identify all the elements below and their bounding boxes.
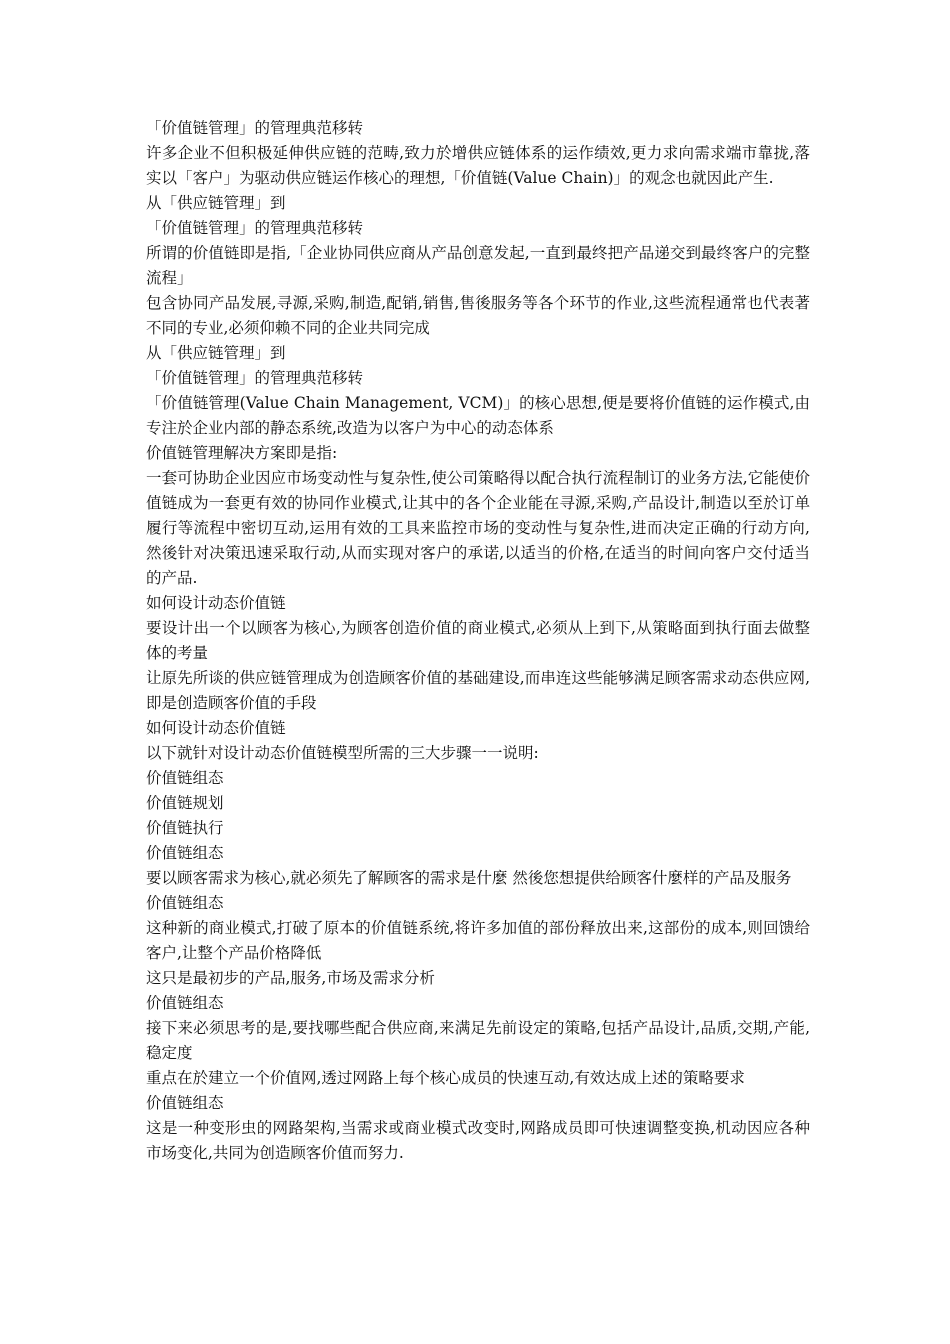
paragraph: 重点在於建立一个价值网,透过网路上每个核心成员的快速互动,有效达成上述的策略要求 (146, 1069, 745, 1087)
section-heading: 价值链组态 (146, 1094, 224, 1112)
paragraph: 许多企业不但积极延伸供应链的范畴,致力於增供应链体系的运作绩效,更力求向需求端市靠拢,落实以「客户」为驱动供应链运作核心的理想,「价值链(Value Chain)」的观念也就因此产生. (146, 144, 810, 187)
paragraph: 一套可协助企业因应市场变动性与复杂性,使公司策略得以配合执行流程制订的业务方法,它能使价值链成为一套更有效的协同作业模式,让其中的各个企业能在寻源,采购,产品设计,制造以至於订单履行等流程中密切互动,运用有效的工具来监控市场的变动性与复杂性,进而决定正确的行动方向,然後针对决策迅速采取行动,从而实现对客户的承诺,以适当的价格,在适当的时间向客户交付适当的产品. (146, 469, 810, 587)
section-heading: 如何设计动态价值链 (146, 594, 286, 612)
paragraph: 接下来必须思考的是,要找哪些配合供应商,来满足先前设定的策略,包括产品设计,品质,交期,产能,稳定度 (146, 1019, 810, 1062)
paragraph: 以下就针对设计动态价值链模型所需的三大步骤一一说明: (146, 744, 539, 762)
section-heading: 「价值链管理」的管理典范移转 (146, 219, 364, 237)
paragraph: 价值链管理解决方案即是指: (146, 444, 338, 462)
document-body (146, 116, 810, 1166)
paragraph: 「价值链管理(Value Chain Management, VCM)」的核心思想,便是要将价值链的运作模式,由专注於企业内部的静态系统,改造为以客户为中心的动态体系 (146, 394, 810, 437)
paragraph: 包含协同产品发展,寻源,采购,制造,配销,销售,售後服务等各个环节的作业,这些流程通常也代表著不同的专业,必须仰赖不同的企业共同完成 (146, 294, 810, 337)
section-heading: 「价值链管理」的管理典范移转 (146, 119, 364, 137)
paragraph: 要设计出一个以顾客为核心,为顾客创造价值的商业模式,必须从上到下,从策略面到执行面去做整体的考量 (146, 619, 810, 662)
section-heading: 价值链组态 (146, 894, 224, 912)
section-heading: 价值链组态 (146, 844, 224, 862)
paragraph: 这只是最初步的产品,服务,市场及需求分析 (146, 969, 435, 987)
list-item: 价值链规划 (146, 794, 224, 812)
section-heading: 如何设计动态价值链 (146, 719, 286, 737)
section-heading: 「价值链管理」的管理典范移转 (146, 369, 364, 387)
section-heading: 从「供应链管理」到 (146, 194, 286, 212)
paragraph: 要以顾客需求为核心,就必须先了解顾客的需求是什麼 然後您想提供给顾客什麼样的产品及服务 (146, 869, 792, 887)
paragraph: 所谓的价值链即是指,「企业协同供应商从产品创意发起,一直到最终把产品递交到最终客户的完整流程」 (146, 244, 810, 287)
list-item: 价值链执行 (146, 819, 224, 837)
paragraph: 这种新的商业模式,打破了原本的价值链系统,将许多加值的部份释放出来,这部份的成本,则回馈给客户,让整个产品价格降低 (146, 919, 810, 962)
paragraph: 让原先所谈的供应链管理成为创造顾客价值的基础建设,而串连这些能够满足顾客需求动态供应网,即是创造顾客价值的手段 (146, 669, 810, 712)
list-item: 价值链组态 (146, 769, 224, 787)
paragraph: 这是一种变形虫的网路架构,当需求或商业模式改变时,网路成员即可快速调整变换,机动因应各种市场变化,共同为创造顾客价值而努力. (146, 1119, 810, 1162)
section-heading: 价值链组态 (146, 994, 224, 1012)
section-heading: 从「供应链管理」到 (146, 344, 286, 362)
